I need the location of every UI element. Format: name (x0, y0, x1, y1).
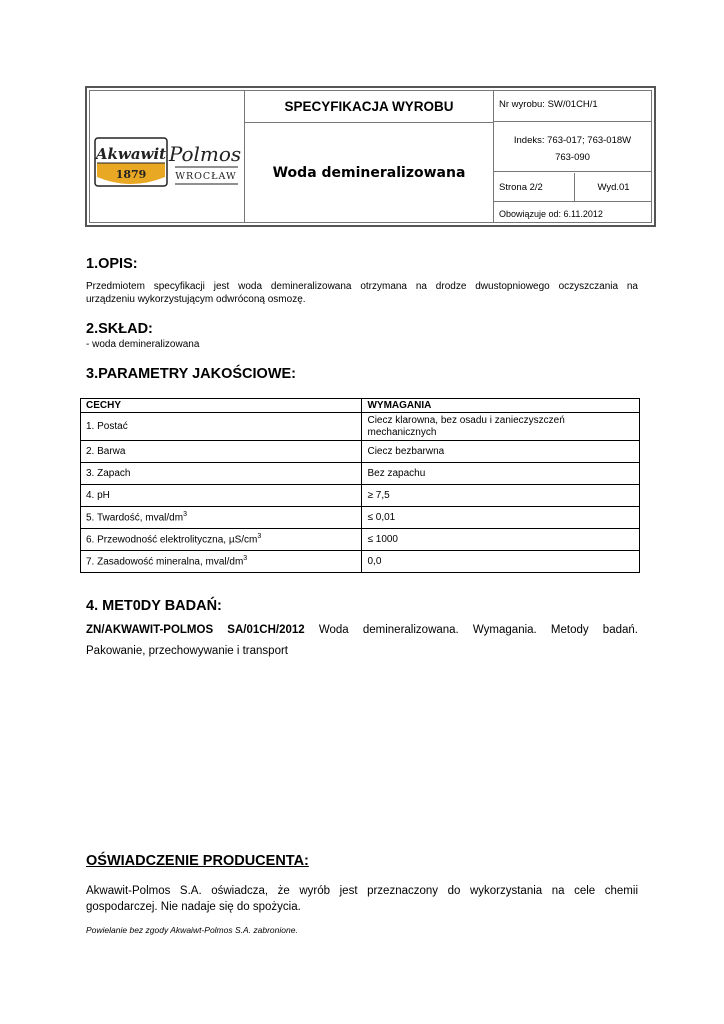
section-opis-title: 1.OPIS: (86, 256, 138, 272)
declaration-line-2: gospodarczej. Nie nadaje się do spożycia. (86, 901, 301, 913)
table-header-row (81, 399, 640, 413)
cell-cecha: 1. Postać (81, 413, 362, 441)
section-sklad-text: - woda demineralizowana (86, 339, 200, 350)
akwawit-polmos-logo (90, 91, 244, 225)
cell-wymaganie: ≤ 0,01 (362, 507, 640, 529)
product-number: Nr wyrobu: SW/01CH/1 (494, 91, 651, 122)
methods-line-2: Pakowanie, przechowywanie i transport (86, 645, 288, 657)
document-header (85, 86, 656, 227)
index-line-2: 763-090 (555, 152, 590, 163)
methods-line-1 (86, 621, 638, 639)
polmos-city: WROCŁAW (175, 171, 237, 182)
cell-wymaganie: Bez zapachu (362, 463, 640, 485)
section-opis-line-1: Przedmiotem specyfikacji jest woda demineralizowana otrzymana na drodze dwustopniowego oczyszczania na (86, 281, 638, 292)
polmos-wordmark: Polmos (168, 142, 242, 166)
akwawit-year: 1879 (115, 168, 147, 181)
col-header-wymagania: WYMAGANIA (362, 399, 640, 413)
declaration-title: OŚWIADCZENIE PRODUCENTA: (86, 853, 309, 869)
spec-title: SPECYFIKACJA WYROBU (245, 91, 493, 123)
cell-cecha: 5. Twardość, mval/$dm^3$ (81, 507, 362, 529)
section-methods-title: 4. MET0DY BADAŃ: (86, 598, 222, 614)
cell-cecha: 7. Zasadowość mineralna, mval/$dm^3$ (81, 551, 362, 573)
methods-standard-desc: Woda demineralizowana. Wymagania. Metody badań. (304, 624, 638, 636)
cell-cecha: 3. Zapach (81, 463, 362, 485)
table-row (81, 441, 640, 463)
cell-wymaganie: ≥ 7,5 (362, 485, 640, 507)
cell-cecha: 6. Przewodność elektrolityczna, $\mu S/cm^3$ (81, 529, 362, 551)
effective-date: Obowiązuje od: 6.11.2012 (499, 209, 603, 219)
edition: Wyd.01 (597, 182, 630, 193)
product-index (494, 123, 651, 172)
cell-cecha: 2. Barwa (81, 441, 362, 463)
company-logo (90, 91, 245, 222)
parameters-table (80, 398, 640, 573)
cell-wymaganie: ≤ 1000 (362, 529, 640, 551)
section-params-title: 3.PARAMETRY JAKOŚCIOWE: (86, 366, 297, 382)
cell-wymaganie: 0,0 (362, 551, 640, 573)
table-row (81, 529, 640, 551)
cell-wymaganie: Ciecz bezbarwna (362, 441, 640, 463)
page-number: Strona 2/2 (494, 173, 575, 201)
cell-wymaganie: Ciecz klarowna, bez osadu i zanieczyszczeń mechanicznych (362, 413, 640, 441)
index-line-1: Indeks: 763-017; 763-018W (513, 135, 632, 146)
section-opis-line-2: urządzeniu wykorzystującym odwróconą osmozę. (86, 294, 306, 305)
table-row (81, 507, 640, 529)
section-sklad-title: 2.SKŁAD: (86, 321, 153, 337)
table-row (81, 413, 640, 441)
declaration-line-1: Akwawit-Polmos S.A. oświadcza, że wyrób jest przeznaczony do wykorzystania na cele chemii (86, 885, 638, 897)
footer-note: Powielanie bez zgody Akwaiwt-Polmos S.A. zabronione. (86, 925, 298, 935)
cell-cecha: 4. pH (81, 485, 362, 507)
col-header-cechy: CECHY (81, 399, 362, 413)
table-row (81, 463, 640, 485)
methods-standard-ref: ZN/AKWAWIT-POLMOS SA/01CH/2012 (86, 624, 305, 636)
table-row (81, 551, 640, 573)
table-row (81, 485, 640, 507)
akwawit-wordmark: Akwawit (95, 145, 167, 163)
product-name: Woda demineralizowana (272, 164, 466, 181)
